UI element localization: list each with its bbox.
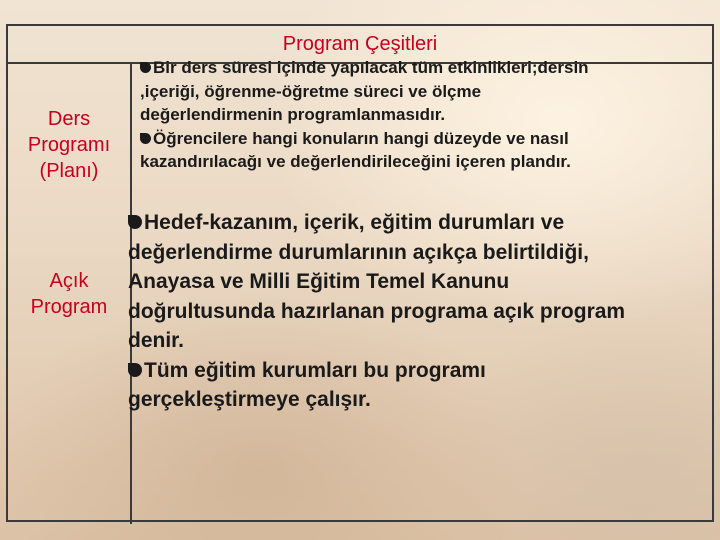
text-line: Anayasa ve Milli Eğitim Temel Kanunu xyxy=(128,270,510,293)
text-line: değerlendirme durumlarının açıkça belirtildiği, xyxy=(128,240,589,264)
text-line: Hedef-kazanım, içerik, eğitim durumları ve xyxy=(128,208,708,238)
label-line: (Planı) xyxy=(39,160,99,182)
label-line: Programı xyxy=(27,134,111,156)
q-bullet-icon xyxy=(128,363,142,377)
text-line: doğrultusunda hazırlanan programa açık program xyxy=(128,299,626,323)
text-line: denir. xyxy=(128,329,185,352)
label-line: Ders xyxy=(47,108,91,130)
q-bullet-icon xyxy=(140,133,151,144)
text-line: ,içeriği, öğrenme-öğretme süreci ve ölçme xyxy=(140,81,482,101)
text-line: Tüm eğitim kurumları bu programı xyxy=(128,356,708,386)
label-ders-programi xyxy=(8,106,130,184)
label-line: Program xyxy=(30,296,108,318)
acik-program-definition xyxy=(128,208,708,415)
label-acik-program xyxy=(8,268,130,320)
text-line: gerçekleştirmeye çalışır. xyxy=(128,388,371,411)
page-title: Program Çeşitleri xyxy=(282,33,438,55)
text-line: değerlendirmenin programlanmasıdır. xyxy=(140,105,446,124)
text-line: Öğrencilere hangi konuların hangi düzeyde ve nasıl xyxy=(140,127,700,151)
text-line: kazandırılacağı ve değerlendirileceğini içeren plandır. xyxy=(140,152,571,171)
q-bullet-icon xyxy=(140,62,151,73)
text-line: Bir ders süresi içinde yapılacak tüm etkinlikleri;dersin xyxy=(140,56,700,80)
label-line: Açık xyxy=(49,270,89,292)
ders-programi-definition xyxy=(140,56,700,174)
q-bullet-icon xyxy=(128,215,142,229)
